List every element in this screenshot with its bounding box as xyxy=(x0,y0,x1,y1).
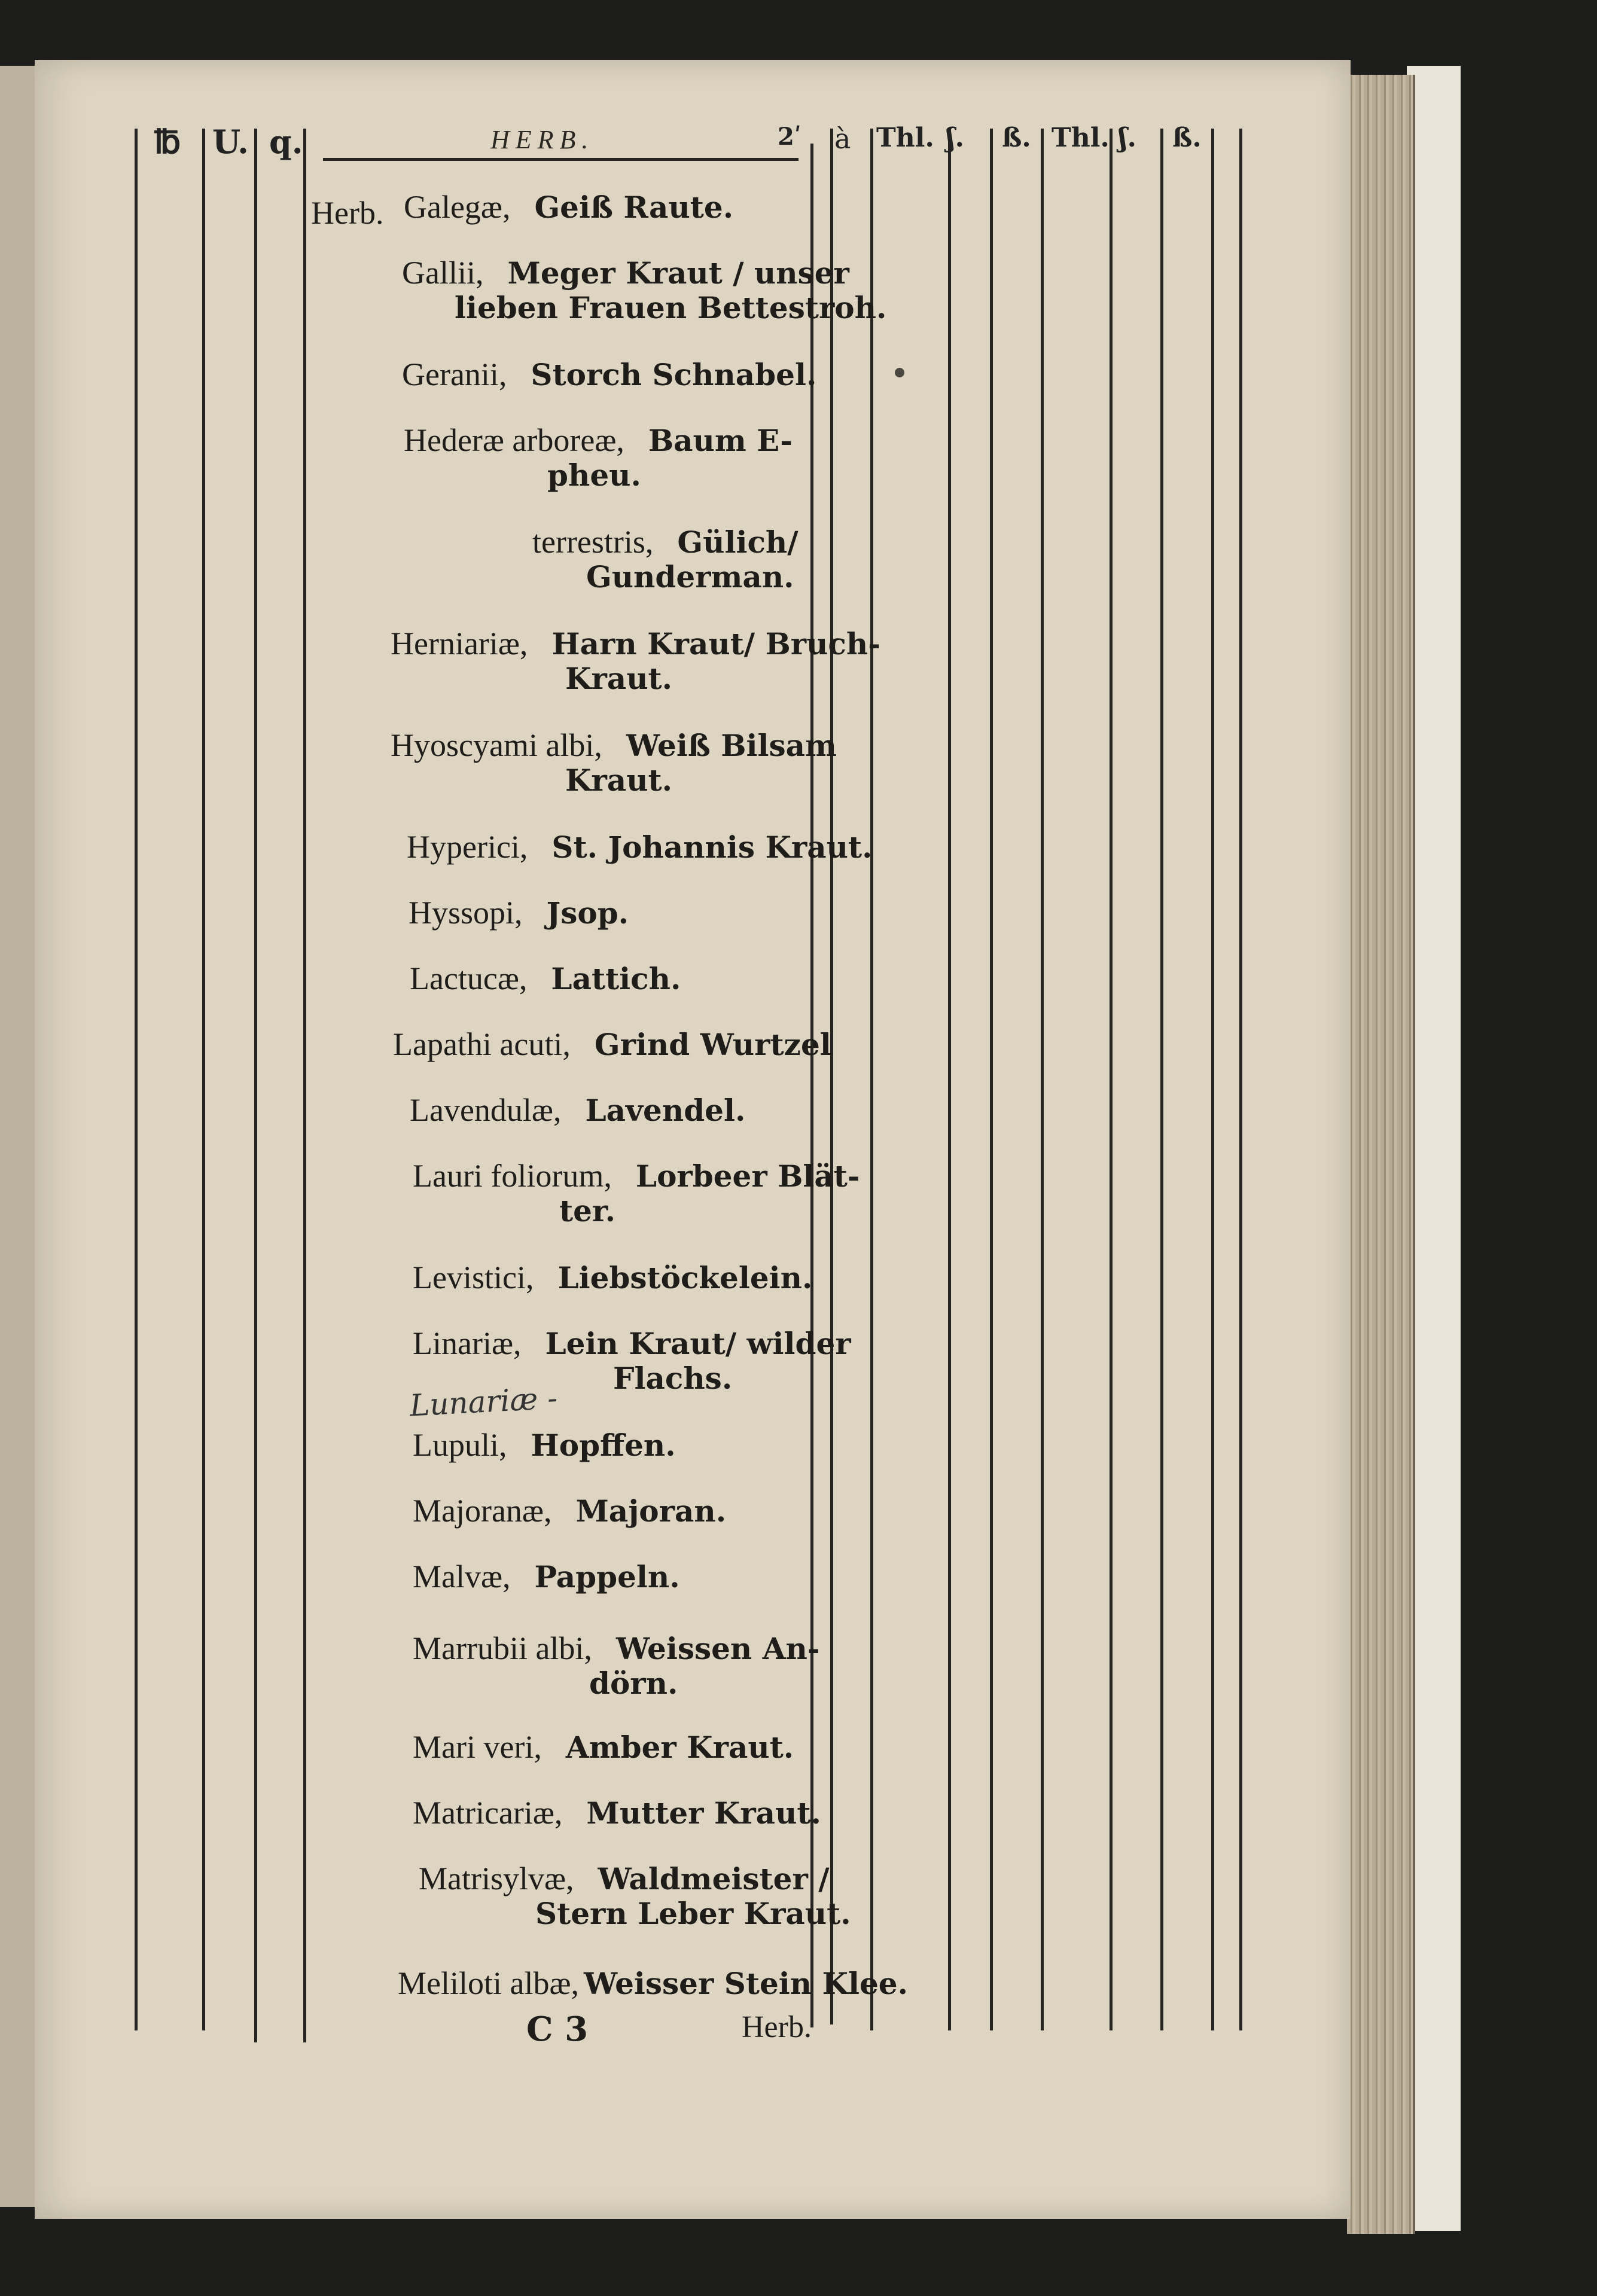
list-item xyxy=(419,1860,829,1897)
latin-name: Lauri foliorum, xyxy=(413,1158,612,1194)
latin-name: Linariæ, xyxy=(413,1325,522,1361)
german-name: Grind Wurtzel xyxy=(594,1027,831,1062)
header-col-pf-2: ß. xyxy=(1172,123,1202,153)
german-name: Lavendel. xyxy=(585,1093,746,1128)
german-name: Jsop. xyxy=(546,895,629,931)
list-item xyxy=(404,188,733,225)
column-rule xyxy=(1160,129,1163,2030)
list-item xyxy=(413,1794,821,1831)
column-rule xyxy=(254,129,257,2042)
german-name: Baum E- xyxy=(648,423,793,458)
catchword: Herb. xyxy=(742,2010,812,2044)
header-col-pound: ℔ xyxy=(154,123,181,161)
latin-name: Meliloti albæ, xyxy=(398,1965,579,2001)
latin-name: Gallii, xyxy=(402,255,484,291)
latin-name: Geranii, xyxy=(402,356,507,392)
page-block-edges xyxy=(1347,75,1415,2234)
german-name: Majoran. xyxy=(575,1493,727,1529)
list-item xyxy=(407,828,873,865)
header-col-gr-1: ʃ. xyxy=(946,123,964,153)
german-name-continued: Flachs. xyxy=(613,1361,733,1396)
list-item xyxy=(413,1630,820,1667)
header-col-21: 2ʹ xyxy=(778,123,801,151)
german-name: Weisser Stein Klee. xyxy=(584,1966,908,2001)
latin-name: Herniariæ, xyxy=(391,626,528,661)
german-name: Weiß Bilsam xyxy=(626,728,837,763)
german-name: Harn Kraut/ Bruch- xyxy=(551,626,880,661)
latin-name: Lupuli, xyxy=(413,1427,507,1463)
ink-dot xyxy=(895,368,904,377)
latin-name: Hyoscyami albi, xyxy=(391,727,602,763)
latin-name: Malvæ, xyxy=(413,1559,511,1594)
list-item xyxy=(413,1259,812,1296)
list-item xyxy=(402,356,816,393)
header-col-pf-1: ß. xyxy=(1002,123,1031,153)
list-item xyxy=(409,894,629,931)
list-item xyxy=(413,1492,726,1529)
latin-name: Matrisylvæ, xyxy=(419,1861,574,1896)
column-rule xyxy=(990,129,993,2030)
latin-name: Lavendulæ, xyxy=(410,1092,562,1128)
german-name-continued: lieben Frauen Bettestroh. xyxy=(455,290,887,325)
column-rule xyxy=(1041,129,1044,2030)
handwritten-note: Lunariæ - xyxy=(409,1380,559,1423)
german-name-continued: Gunderman. xyxy=(586,559,794,594)
latin-name: Marrubii albi, xyxy=(413,1630,592,1666)
german-name: Lorbeer Blät- xyxy=(635,1158,860,1194)
german-name-continued: pheu. xyxy=(547,458,641,493)
column-rule xyxy=(1211,129,1214,2030)
german-name: Amber Kraut. xyxy=(565,1730,794,1765)
header-col-quint: q. xyxy=(269,123,303,161)
list-item xyxy=(413,1426,676,1463)
latin-name: Lapathi acuti, xyxy=(393,1026,571,1062)
column-rule xyxy=(830,129,833,2024)
list-item xyxy=(410,1091,745,1129)
latin-name: Mari veri, xyxy=(413,1729,542,1765)
german-name-continued: Kraut. xyxy=(565,763,673,798)
latin-name: Hederæ arboreæ, xyxy=(404,422,624,458)
german-name: Liebstöckelein. xyxy=(557,1260,813,1295)
german-name: St. Johannis Kraut. xyxy=(551,830,873,865)
column-rule xyxy=(810,144,813,2027)
latin-name: Hyperici, xyxy=(407,829,528,865)
german-name: Storch Schnabel. xyxy=(531,357,817,392)
header-col-thl-2: Thl. xyxy=(1052,123,1110,153)
list-item xyxy=(413,1728,794,1766)
column-rule xyxy=(1110,129,1113,2030)
list-item xyxy=(391,625,880,662)
list-item xyxy=(398,1965,908,2002)
german-name: Lein Kraut/ wilder xyxy=(545,1326,851,1361)
latin-name: Levistici, xyxy=(413,1260,534,1295)
latin-name: Hyssopi, xyxy=(409,895,523,931)
latin-name: Lactucæ, xyxy=(410,961,528,996)
list-item xyxy=(413,1157,860,1194)
latin-name: Matricariæ, xyxy=(413,1795,563,1831)
list-item xyxy=(402,254,849,291)
header-rule xyxy=(323,158,798,161)
german-name-continued: ter. xyxy=(559,1193,616,1228)
german-name: Waldmeister / xyxy=(598,1861,830,1896)
list-item xyxy=(532,523,798,560)
german-name-continued: Kraut. xyxy=(565,661,673,696)
column-rule xyxy=(1239,129,1242,2030)
header-title: HERB. xyxy=(490,125,595,154)
column-rule xyxy=(202,129,205,2030)
list-item xyxy=(393,1026,831,1063)
section-label: Herb. xyxy=(311,195,384,231)
german-name-continued: dörn. xyxy=(589,1666,678,1701)
list-item xyxy=(391,727,837,764)
column-rule xyxy=(870,129,873,2030)
header-col-a: à xyxy=(834,123,851,155)
header-col-unze: U. xyxy=(212,123,249,161)
german-name: Geiß Raute. xyxy=(534,190,734,225)
latin-name: Galegæ, xyxy=(404,189,511,225)
header-col-thl-1: Thl. xyxy=(876,123,934,153)
column-rule xyxy=(948,129,951,2030)
list-item xyxy=(404,422,793,459)
german-name: Meger Kraut / unser xyxy=(507,255,849,291)
latin-name: Majoranæ, xyxy=(413,1493,552,1529)
list-item xyxy=(413,1558,680,1595)
list-item xyxy=(410,960,681,997)
column-rule xyxy=(135,129,138,2030)
column-rule xyxy=(303,129,306,2042)
german-name: Hopffen. xyxy=(531,1428,676,1463)
german-name: Weissen An- xyxy=(615,1631,820,1666)
list-item xyxy=(413,1325,851,1362)
facing-page-edge xyxy=(0,66,39,2207)
german-name: Lattich. xyxy=(551,961,681,996)
german-name-continued: Stern Leber Kraut. xyxy=(535,1896,851,1931)
signature-mark: C 3 xyxy=(526,2010,589,2049)
german-name: Gülich/ xyxy=(677,525,798,560)
german-name: Pappeln. xyxy=(534,1559,680,1594)
header-col-gr-2: ʃ. xyxy=(1118,123,1136,153)
latin-name: terrestris, xyxy=(532,524,654,560)
german-name: Mutter Kraut. xyxy=(586,1795,821,1831)
